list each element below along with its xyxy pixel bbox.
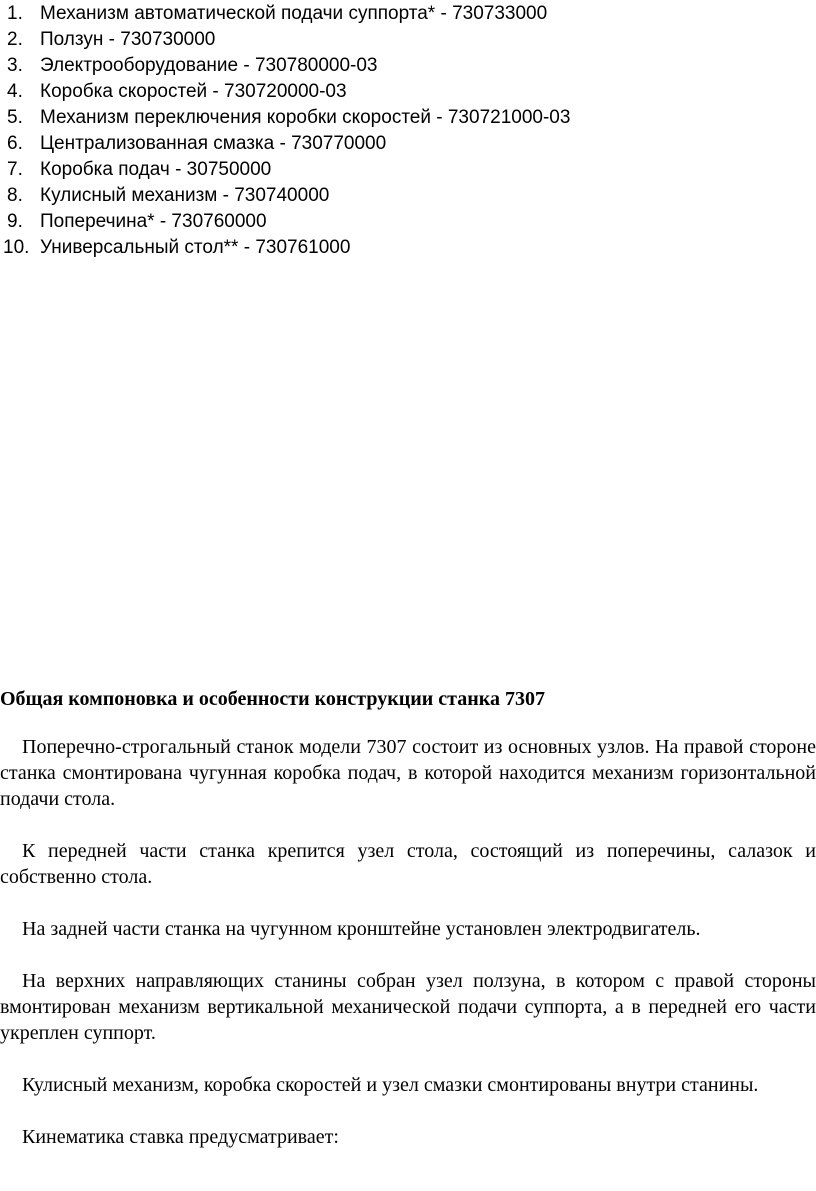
list-item-text: Универсальный стол** - 730761000 [40,237,351,258]
list-item [0,183,816,209]
list-item-text: Централизованная смазка - 730770000 [40,133,387,154]
list-item-number: 7. [7,159,23,180]
list-item-text: Коробка скоростей - 730720000-03 [40,81,347,102]
list-item-text: Ползун - 730730000 [40,29,216,50]
list-item-number: 6. [7,133,23,154]
paragraph: К передней части станка крепится узел стола, состоящий из поперечины, салазок и собственно стола. [0,840,816,888]
paragraph: Кинематика ставка предусматривает: [22,1126,339,1148]
list-item-text: Электрооборудование - 730780000-03 [40,55,378,76]
list-item-text: Кулисный механизм - 730740000 [40,185,330,206]
list-item-number: 10. [3,237,30,258]
list-item-text: Механизм автоматической подачи суппорта* - 730733000 [40,3,548,24]
list-item [0,157,816,183]
list-item [0,53,816,79]
list-item [0,105,816,131]
section-title: Общая компоновка и особенности конструкции станка 7307 [0,688,545,710]
list-item [0,79,816,105]
list-item [0,235,816,261]
list-item-number: 3. [7,55,23,76]
list-item [0,131,816,157]
list-item-text: Механизм переключения коробки скоростей - 730721000-03 [40,107,571,128]
parts-list [0,0,816,261]
paragraph: Кулисный механизм, коробка скоростей и узел смазки смонтированы внутри станины. [22,1074,759,1096]
list-item [0,209,816,235]
list-item [0,27,816,53]
paragraph: Поперечно-строгальный станок модели 7307 состоит из основных узлов. На правой стороне станка смонтирована чугунная коробка подач, в которой находится механизм горизонтальной подачи стола. [0,736,816,810]
list-item-number: 4. [7,81,23,102]
list-item-number: 8. [7,185,23,206]
list-item-text: Коробка подач - 30750000 [40,159,272,180]
list-item-number: 5. [7,107,23,128]
list-item [0,1,816,27]
list-item-number: 9. [7,211,23,232]
paragraph: На верхних направляющих станины собран узел ползуна, в котором с правой стороны вмонтирован механизм вертикальной механической подачи суппорта, а в передней его части укреплен суппорт. [0,970,816,1044]
paragraph: На задней части станка на чугунном кронштейне установлен электродвигатель. [22,918,701,940]
list-item-text: Поперечина* - 730760000 [40,211,267,232]
list-item-number: 2. [7,29,23,50]
list-item-number: 1. [7,3,23,24]
section-body [0,734,816,1176]
